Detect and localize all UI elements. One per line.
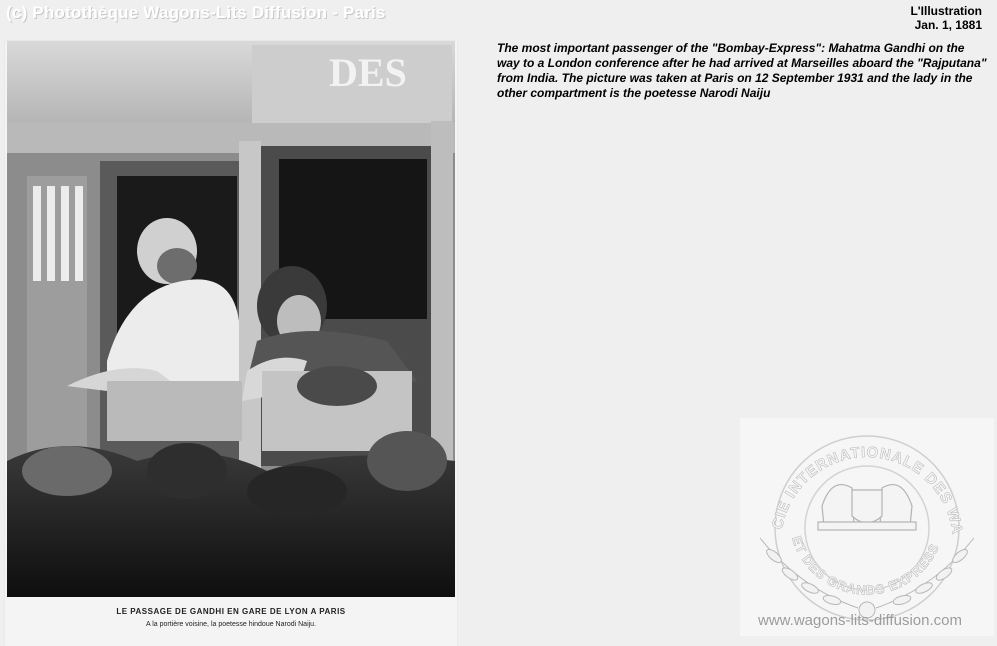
wagons-lits-seal bbox=[740, 418, 994, 636]
copyright-watermark: (c) Photothèque Wagons-Lits Diffusion - Paris bbox=[6, 3, 386, 22]
plate-caption bbox=[5, 607, 457, 628]
source-date: Jan. 1, 1881 bbox=[914, 18, 982, 32]
seal-ring-text-top: CIE INTERNATIONALE DES WA bbox=[769, 443, 966, 537]
seal-emblem-icon bbox=[740, 418, 994, 636]
plate-subtitle: A la portière voisine, la poetesse hindoue Narodi Naiju. bbox=[145, 621, 317, 628]
source-publication: L'Illustration bbox=[910, 4, 982, 18]
photo-caption: The most important passenger of the "Bombay-Express": Mahatma Gandhi on the way to a London conference after he had arrived at Marseilles aboard the "Rajputana" from India. The picture was taken at Paris on 12 September 1931 and the lady in the other compartment is the poetesse Narodi Naiju bbox=[497, 41, 987, 100]
seal-ring-text-bottom: ET DES GRANDS EXPRESS bbox=[789, 533, 943, 598]
plate-title: LE PASSAGE DE GANDHI EN GARE DE LYON A PARIS bbox=[116, 607, 346, 616]
train-scene-illustration bbox=[7, 41, 455, 597]
carriage-lettering: DES bbox=[329, 50, 407, 95]
website-url: www.wagons-lits-diffusion.com bbox=[758, 612, 962, 629]
magazine-page bbox=[5, 41, 457, 646]
historic-photograph bbox=[7, 41, 455, 597]
source-block bbox=[910, 4, 982, 32]
